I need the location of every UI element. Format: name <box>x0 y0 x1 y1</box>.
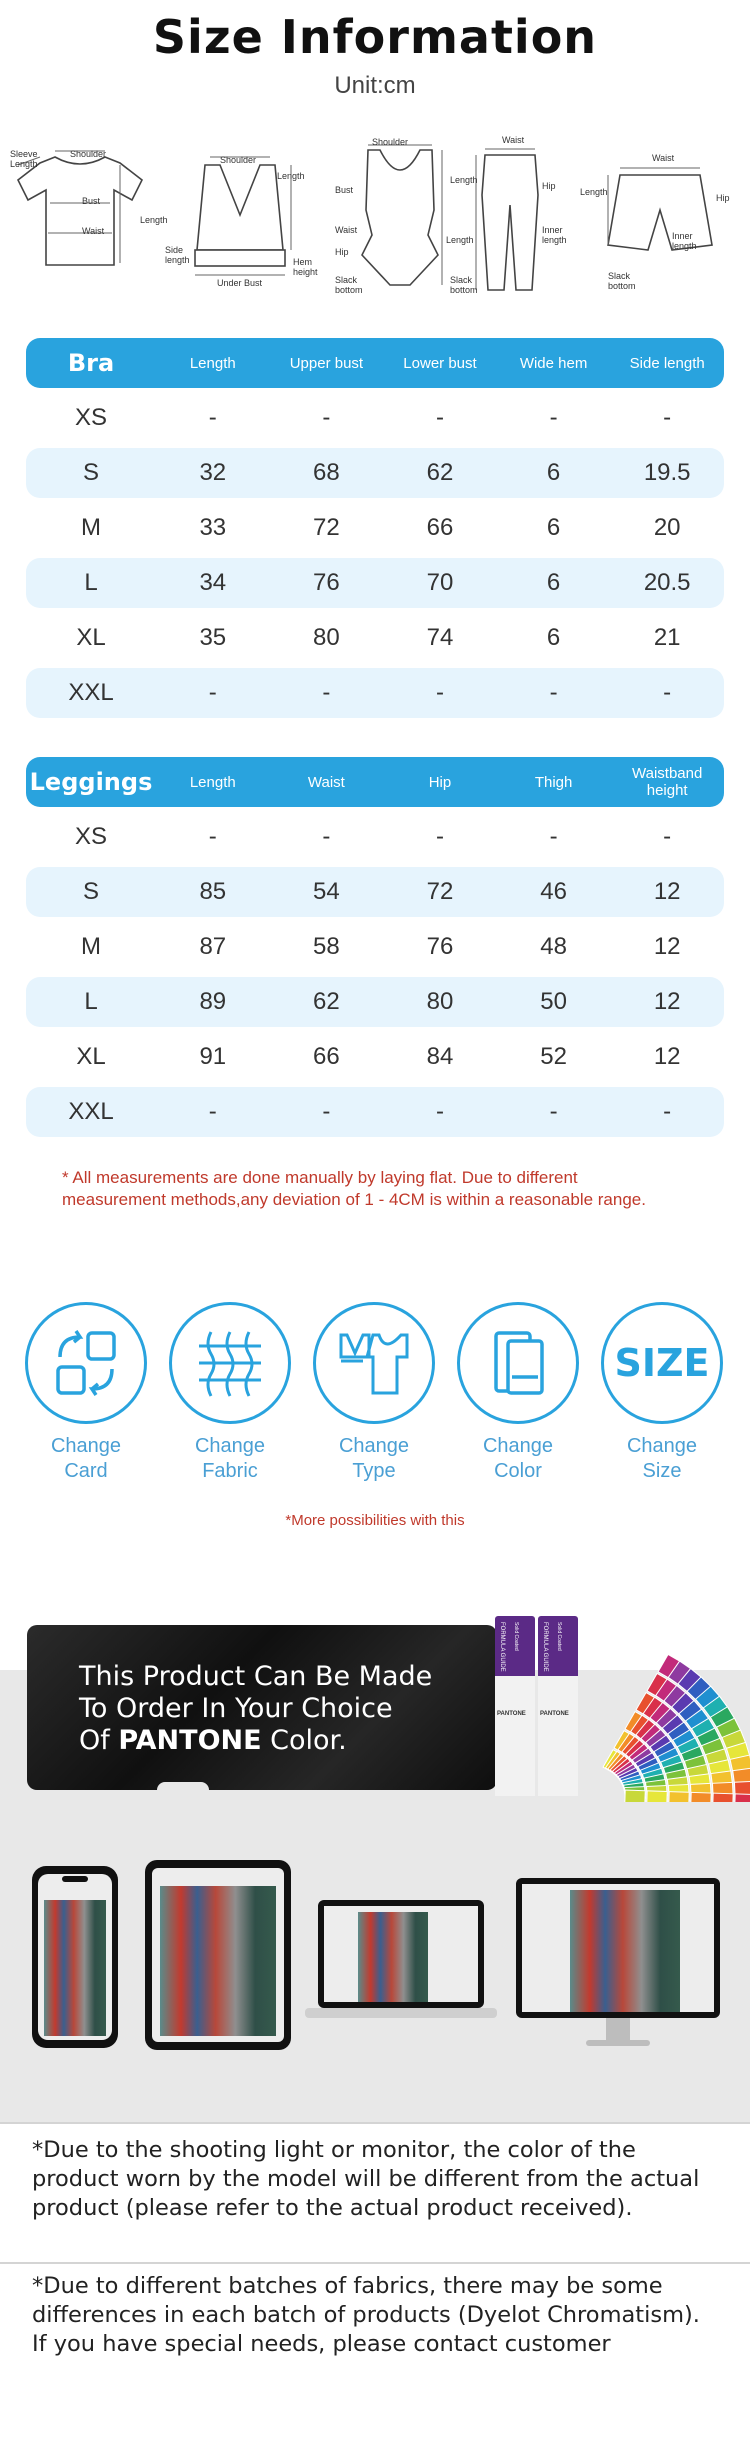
shorts-length-label: Length <box>580 187 608 197</box>
measurement-note: * All measurements are done manually by laying flat. Due to different measurement methods,any deviation of 1 - 4CM is within a reasonable range. <box>62 1168 646 1209</box>
table-header <box>26 338 724 388</box>
table-cell: 12 <box>653 933 681 960</box>
table-cell: 12 <box>653 878 681 905</box>
table-cell: - <box>322 404 331 431</box>
table-cell: 89 <box>199 988 227 1015</box>
table-cell: - <box>208 679 217 706</box>
shirt-sleeve-label: Sleeve Length <box>10 149 38 169</box>
column-header: Side length <box>629 354 705 372</box>
monitor-device <box>516 1878 720 2046</box>
table-title: Leggings <box>29 768 153 796</box>
size-cell: XL <box>76 624 106 651</box>
column-header: Waistband height <box>632 765 703 799</box>
leggings-hip-label: Hip <box>542 181 556 191</box>
table-cell: 66 <box>426 514 454 541</box>
table-cell: 35 <box>199 624 227 651</box>
table-cell: - <box>208 1098 217 1125</box>
leggings-diagram <box>450 135 570 300</box>
size-cell: XS <box>74 823 107 850</box>
size-icon <box>601 1302 723 1424</box>
banner-text <box>79 1661 432 1757</box>
bodysuit-length-label: Length <box>446 235 474 245</box>
table-cell: 34 <box>199 569 227 596</box>
garment-type-icon <box>313 1302 435 1424</box>
column-header: Waist <box>307 773 345 791</box>
table-header <box>26 757 724 807</box>
table-row <box>26 922 724 972</box>
table-cell: - <box>549 404 558 431</box>
column-header: Upper bust <box>289 354 364 372</box>
shorts-waist-label: Waist <box>652 153 675 163</box>
table-cell: - <box>435 679 444 706</box>
table-row <box>26 812 724 862</box>
page-title: Size Information <box>152 10 598 64</box>
size-cell: M <box>81 933 101 960</box>
table-cell: - <box>322 1098 331 1125</box>
column-header: Length <box>189 773 236 791</box>
shorts-diagram <box>580 135 740 300</box>
feature-change-color <box>453 1302 583 1484</box>
table-cell: 91 <box>199 1043 227 1070</box>
leggings-length-label: Length <box>450 175 478 185</box>
table-cell: 72 <box>313 514 340 541</box>
unit-label: Unit:cm <box>334 72 416 99</box>
table-cell: - <box>663 1098 672 1125</box>
bra-underbust-label: Under Bust <box>217 278 263 288</box>
banner-line-2: To Order In Your Choice <box>79 1693 393 1724</box>
device-display-row <box>0 1860 750 2060</box>
phone-device <box>32 1866 118 2048</box>
column-header: Length <box>189 354 236 372</box>
table-cell: 46 <box>540 878 567 905</box>
table-cell: - <box>322 679 331 706</box>
contact-text: If you have special needs, please contact customer <box>32 2331 611 2357</box>
bra-diagram <box>165 135 318 295</box>
banner-line-3-suffix: Color. <box>261 1725 347 1756</box>
pantone-banner <box>27 1625 497 1790</box>
table-row <box>26 558 724 608</box>
shirt-length-label: Length <box>140 215 168 225</box>
table-cell: 12 <box>653 988 681 1015</box>
table-row <box>26 393 724 443</box>
table-row <box>26 867 724 917</box>
table-cell: - <box>435 1098 444 1125</box>
shorts-inner-label: Inner length <box>672 231 697 251</box>
bodysuit-shoulder-label: Shoulder <box>372 137 409 147</box>
dyelot-text: *Due to different batches of fabrics, there may be some differences in each batch of products (Dyelot Chromatism). <box>32 2273 700 2328</box>
table-row <box>26 668 724 718</box>
leggings-size-table <box>26 757 724 1137</box>
bodysuit-diagram <box>330 135 474 300</box>
table-cell: - <box>549 1098 558 1125</box>
table-cell: 33 <box>199 514 227 541</box>
table-cell: 19.5 <box>643 459 691 486</box>
size-icon-text: SIZE <box>614 1341 710 1385</box>
banner-line-3-prefix: Of <box>79 1725 119 1756</box>
table-cell: - <box>435 823 444 850</box>
size-cell: XXL <box>68 1098 114 1125</box>
shirt-waist-label: Waist <box>82 226 105 236</box>
feature-change-fabric <box>165 1302 295 1484</box>
shirt-diagram <box>10 135 168 275</box>
feature-label: Change Card <box>50 1435 122 1482</box>
table-cell: 74 <box>426 624 454 651</box>
bra-hem-label: Hem height <box>293 257 318 277</box>
size-cell: XL <box>76 1043 106 1070</box>
size-cell: XS <box>74 404 107 431</box>
measurement-diagrams <box>0 135 750 305</box>
color-disclaimer: *Due to the shooting light or monitor, the color of the product worn by the model will be different from the actual product (please refer to the actual product received). <box>32 2137 700 2221</box>
bodysuit-waist-label: Waist <box>335 225 358 235</box>
guide-subtitle: Solid Coated <box>513 1622 519 1651</box>
table-cell: 66 <box>313 1043 340 1070</box>
table-row <box>26 448 724 498</box>
bodysuit-slack-label: Slack bottom <box>335 275 363 295</box>
pantone-guide-book <box>538 1616 578 1796</box>
fabric-icon <box>169 1302 291 1424</box>
table-cell: - <box>549 679 558 706</box>
guide-brand: PANTONE <box>540 1711 569 1717</box>
table-row <box>26 977 724 1027</box>
column-header: Wide hem <box>519 354 588 372</box>
table-cell: - <box>208 823 217 850</box>
guide-title: FORMULA GUIDE <box>499 1622 505 1672</box>
size-cell: S <box>82 459 99 486</box>
shorts-slack-label: Slack bottom <box>608 271 636 291</box>
column-header: Lower bust <box>403 354 477 372</box>
leggings-waist-label: Waist <box>502 135 525 145</box>
table-cell: - <box>663 823 672 850</box>
shorts-hip-label: Hip <box>716 193 730 203</box>
guide-brand: PANTONE <box>497 1711 526 1717</box>
leggings-slack-label: Slack bottom <box>450 275 478 295</box>
table-cell: - <box>663 404 672 431</box>
table-row <box>26 503 724 553</box>
color-fan-swatches <box>575 1622 750 1802</box>
table-cell: 52 <box>540 1043 567 1070</box>
guide-subtitle: Solid Coated <box>556 1622 562 1651</box>
leggings-inner-label: Inner length <box>542 225 567 245</box>
feature-label: Change Fabric <box>194 1435 266 1482</box>
banner-pantone-word: PANTONE <box>118 1725 262 1756</box>
feature-change-type <box>309 1302 439 1484</box>
size-cell: XXL <box>68 679 114 706</box>
column-header: Hip <box>428 773 452 791</box>
table-row <box>26 1032 724 1082</box>
table-cell: 21 <box>653 624 681 651</box>
table-cell: 50 <box>540 988 567 1015</box>
feature-change-size <box>597 1302 727 1484</box>
table-cell: 62 <box>313 988 340 1015</box>
devices-illustration <box>0 1860 750 2060</box>
color-fan-svg <box>575 1622 750 1802</box>
table-cell: 76 <box>426 933 454 960</box>
column-header: Thigh <box>534 773 573 791</box>
tablet-device <box>145 1860 291 2050</box>
table-cell: 48 <box>540 933 567 960</box>
bodysuit-hip-label: Hip <box>335 247 349 257</box>
laptop-device <box>305 1900 497 2018</box>
change-card-icon <box>25 1302 147 1424</box>
table-cell: 20 <box>653 514 681 541</box>
size-cell: L <box>84 988 98 1015</box>
bodysuit-bust-label: Bust <box>335 185 354 195</box>
banner-line-1: This Product Can Be Made <box>79 1661 433 1692</box>
feature-label: Change Size <box>626 1435 698 1482</box>
bra-size-table <box>26 338 724 718</box>
size-cell: M <box>81 514 101 541</box>
table-cell: 62 <box>426 459 454 486</box>
table-cell: - <box>663 679 672 706</box>
feature-label: Change Type <box>338 1435 410 1482</box>
size-cell: L <box>84 569 98 596</box>
table-cell: 6 <box>546 569 561 596</box>
guide-title: FORMULA GUIDE <box>542 1622 548 1672</box>
guide-cover-lower <box>538 1676 578 1796</box>
bra-shoulder-label: Shoulder <box>220 155 257 165</box>
table-cell: 84 <box>426 1043 454 1070</box>
table-cell: 87 <box>199 933 227 960</box>
size-cell: S <box>82 878 99 905</box>
table-cell: 68 <box>313 459 340 486</box>
feature-change-card <box>21 1302 151 1484</box>
table-cell: 72 <box>426 878 454 905</box>
table-cell: 20.5 <box>643 569 691 596</box>
table-cell: 32 <box>199 459 227 486</box>
table-row <box>26 1087 724 1137</box>
more-possibilities-note: *More possibilities with this <box>285 1512 465 1529</box>
feature-label: Change Color <box>482 1435 554 1482</box>
table-cell: - <box>322 823 331 850</box>
bra-length-label: Length <box>277 171 305 181</box>
pantone-guide-book <box>495 1616 535 1796</box>
table-cell: 85 <box>199 878 227 905</box>
banner-line-3 <box>79 1725 432 1757</box>
table-cell: - <box>549 823 558 850</box>
table-row <box>26 613 724 663</box>
guide-cover-lower <box>495 1676 535 1796</box>
customization-options <box>0 1302 750 1502</box>
shirt-shoulder-label: Shoulder <box>70 149 107 159</box>
table-cell: 6 <box>546 514 561 541</box>
table-cell: 6 <box>546 459 561 486</box>
section-divider <box>0 2122 750 2124</box>
section-divider <box>0 2262 750 2264</box>
table-cell: 80 <box>313 624 340 651</box>
dyelot-disclaimer <box>32 2272 722 2359</box>
table-cell: 12 <box>653 1043 681 1070</box>
banner-notch <box>157 1782 209 1798</box>
table-cell: 80 <box>426 988 454 1015</box>
table-cell: 58 <box>313 933 340 960</box>
table-cell: 54 <box>313 878 340 905</box>
table-cell: 70 <box>426 569 454 596</box>
table-cell: - <box>435 404 444 431</box>
table-cell: - <box>208 404 217 431</box>
table-title: Bra <box>67 349 115 377</box>
shirt-bust-label: Bust <box>82 196 101 206</box>
color-swatch-icon <box>457 1302 579 1424</box>
table-cell: 76 <box>313 569 340 596</box>
table-cell: 6 <box>546 624 561 651</box>
bra-side-label: Side length <box>165 245 190 265</box>
